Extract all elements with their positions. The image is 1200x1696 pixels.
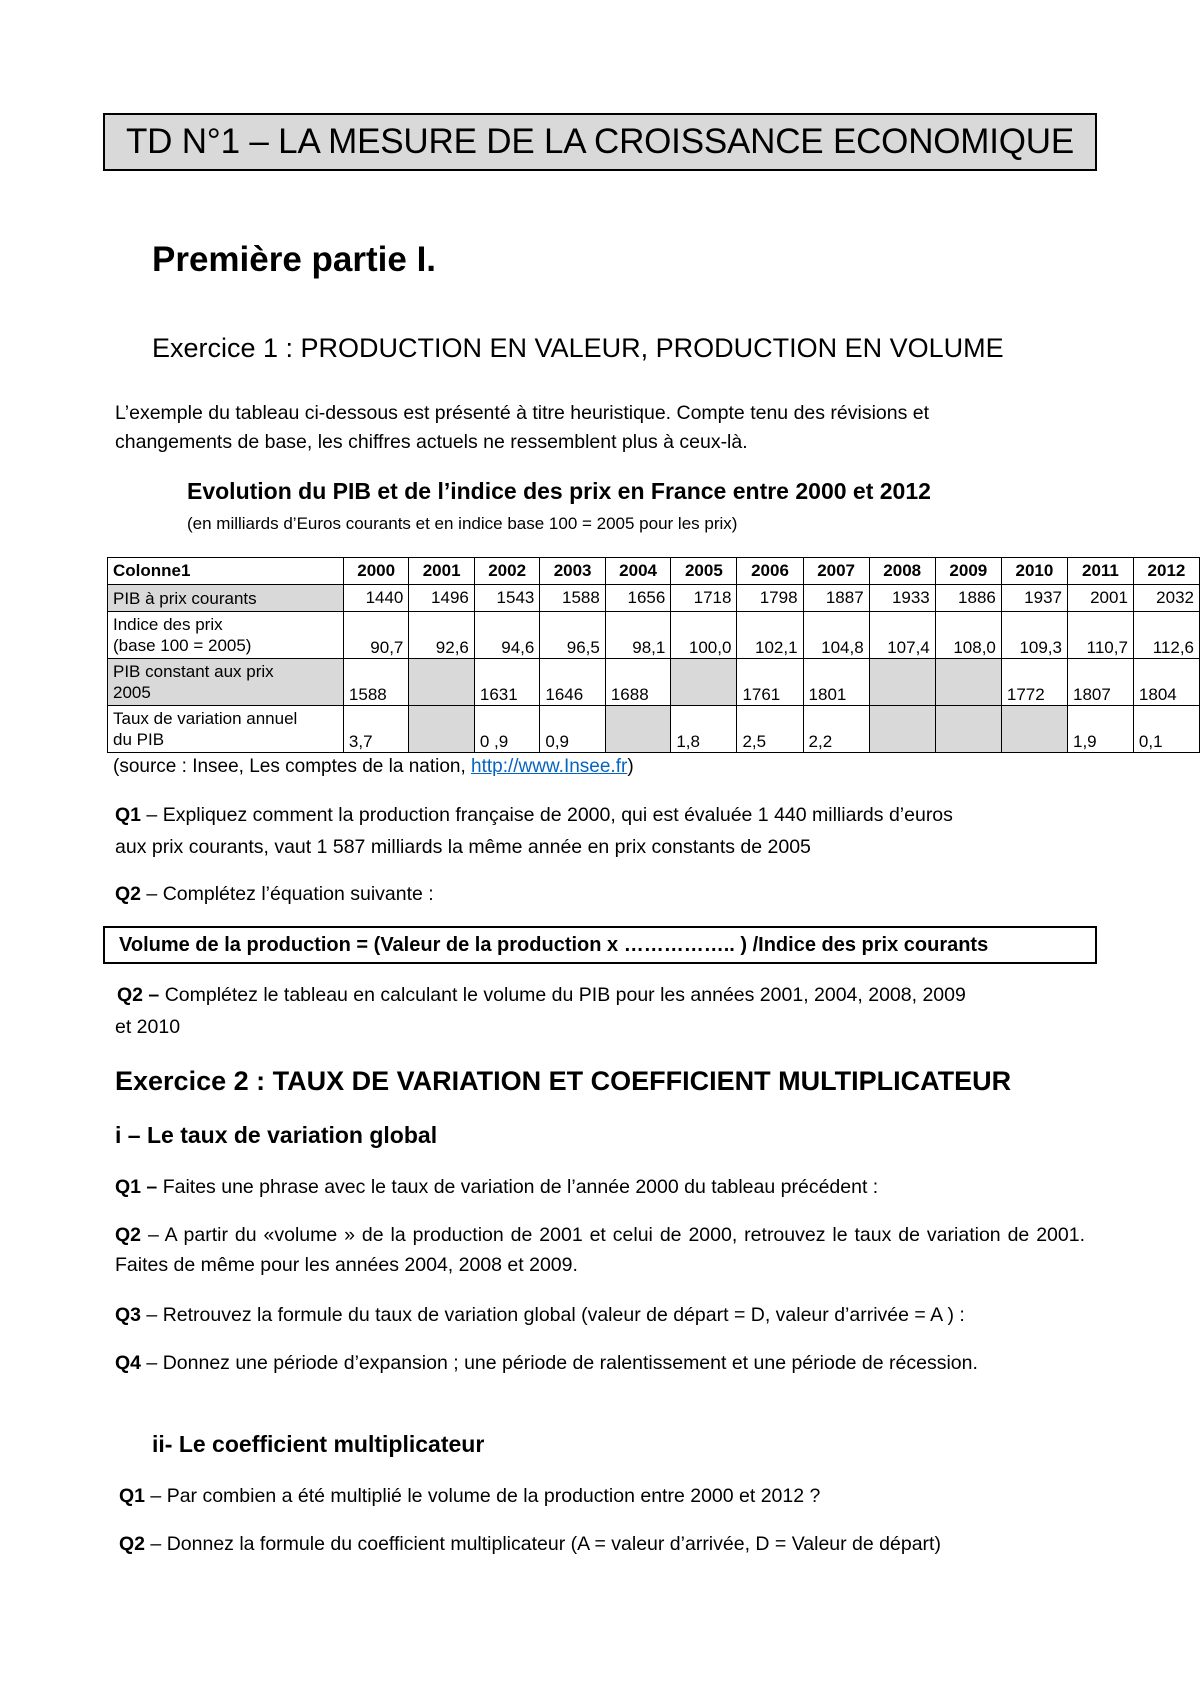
table-header-row (108, 558, 1200, 585)
table-title: Evolution du PIB et de l’indice des prix en France entre 2000 et 2012 (187, 478, 931, 504)
table-cell: 2032 (1133, 585, 1199, 612)
row-label-line: Taux de variation annuel (113, 709, 298, 728)
ex1-question-2b-cont: et 2010 (115, 1016, 181, 1038)
table-cell-blank (1001, 706, 1067, 753)
exercise1-heading: Exercice 1 : PRODUCTION EN VALEUR, PRODUCTION EN VOLUME (152, 333, 1004, 363)
table-cell: 0,1 (1133, 706, 1199, 753)
question-label: Q4 (115, 1352, 142, 1374)
table-cell: 107,4 (869, 612, 935, 659)
table-cell: 94,6 (474, 612, 539, 659)
table-cell: 1718 (671, 585, 737, 612)
coef-question-1 (119, 1481, 820, 1511)
table-cell: 1804 (1133, 659, 1199, 706)
question-text: Complétez le tableau en calculant le volume du PIB pour les années 2001, 2004, 2008, 2009 (159, 984, 966, 1006)
table-cell: 1807 (1067, 659, 1133, 706)
table-cell: 1646 (540, 659, 605, 706)
table-cell: 1772 (1001, 659, 1067, 706)
question-label: Q2 (115, 1224, 142, 1246)
ex2-question-3 (115, 1300, 965, 1330)
exercise2-heading: Exercice 2 : TAUX DE VARIATION ET COEFFICIENT MULTIPLICATEUR (115, 1066, 1012, 1096)
question-label: Q1 (119, 1485, 146, 1507)
table-cell: 1496 (409, 585, 474, 612)
table-cell: 1,9 (1067, 706, 1133, 753)
ex2-question-4 (115, 1348, 1085, 1378)
equation-box (103, 926, 1097, 964)
table-cell: 1761 (737, 659, 803, 706)
question-text: – Complétez l’équation suivante : (141, 883, 434, 905)
row-label (108, 659, 344, 706)
table-cell: 1543 (474, 585, 539, 612)
ex1-question-2b (117, 980, 966, 1010)
table-cell: 109,3 (1001, 612, 1067, 659)
source-suffix: ) (627, 756, 634, 777)
question-text: Faites une phrase avec le taux de variation de l’année 2000 du tableau précédent : (157, 1176, 879, 1198)
question-label: Q1 (115, 804, 142, 826)
table-cell: 92,6 (409, 612, 474, 659)
table-cell: 1886 (935, 585, 1001, 612)
table-cell: 1588 (343, 659, 408, 706)
table-cell: 1631 (474, 659, 539, 706)
question-label: Q1 – (115, 1176, 158, 1198)
table-cell: 1656 (605, 585, 670, 612)
row-label (108, 706, 344, 753)
table-cell-blank (605, 706, 670, 753)
table-cell-blank (671, 659, 737, 706)
table-header-year: 2005 (671, 558, 737, 585)
coef-question-2 (119, 1529, 941, 1559)
question-label: Q2 – (117, 984, 160, 1006)
intro-line-2: changements de base, les chiffres actuels ne ressemblent plus à ceux-là. (115, 431, 748, 453)
title-banner (103, 113, 1097, 171)
table-cell: 104,8 (803, 612, 869, 659)
table-cell: 96,5 (540, 612, 605, 659)
row-label: PIB à prix courants (108, 585, 344, 612)
insee-link[interactable]: http://www.Insee.fr (471, 756, 628, 777)
table-header-year: 2003 (540, 558, 605, 585)
table-source (113, 756, 634, 778)
intro-line-1: L’exemple du tableau ci-dessous est présenté à titre heuristique. Compte tenu des révisions et (115, 402, 930, 424)
table-cell: 1933 (869, 585, 935, 612)
table-header-year: 2011 (1067, 558, 1133, 585)
table-cell: 1887 (803, 585, 869, 612)
table-header-year: 2010 (1001, 558, 1067, 585)
subsection-i-heading: i – Le taux de variation global (115, 1122, 438, 1148)
part-heading: Première partie I. (152, 240, 437, 279)
question-text: – Retrouvez la formule du taux de variation global (valeur de départ = D, valeur d’arrivée = A ) : (141, 1304, 965, 1326)
table-cell: 100,0 (671, 612, 737, 659)
table-header-year: 2008 (869, 558, 935, 585)
table-cell: 1,8 (671, 706, 737, 753)
table-header-year: 2006 (737, 558, 803, 585)
table-header-year: 2012 (1133, 558, 1199, 585)
table-row-indice-prix (108, 612, 1200, 659)
table-header-year: 2007 (803, 558, 869, 585)
table-cell: 2,5 (737, 706, 803, 753)
table-cell-blank (935, 706, 1001, 753)
table-cell-blank (869, 706, 935, 753)
table-cell: 2001 (1067, 585, 1133, 612)
table-row-pib-constant (108, 659, 1200, 706)
table-cell-blank (409, 659, 474, 706)
table-cell: 90,7 (343, 612, 408, 659)
ex1-question-2a (115, 879, 434, 909)
table-row-taux-variation (108, 706, 1200, 753)
ex1-question-1 (115, 800, 953, 830)
gdp-table (107, 557, 1200, 753)
table-cell: 1798 (737, 585, 803, 612)
table-header-label: Colonne1 (108, 558, 344, 585)
question-text: – Expliquez comment la production française de 2000, qui est évaluée 1 440 milliards d’euros (141, 804, 953, 826)
table-cell-blank (409, 706, 474, 753)
question-text: – Donnez la formule du coefficient multiplicateur (A = valeur d’arrivée, D = Valeur de départ) (145, 1533, 941, 1555)
row-label-line: Indice des prix (113, 615, 223, 634)
table-cell: 1801 (803, 659, 869, 706)
table-cell: 110,7 (1067, 612, 1133, 659)
document-title: TD N°1 – LA MESURE DE LA CROISSANCE ECONOMIQUE (125, 122, 1075, 161)
table-cell: 1688 (605, 659, 670, 706)
question-text: – A partir du «volume » de la production de 2001 et celui de 2000, retrouvez le taux de variation de 2001. Faites de même pour les années 2004, 2008 et 2009. (115, 1224, 1085, 1276)
question-label: Q2 (115, 883, 142, 905)
question-text: – Par combien a été multiplié le volume de la production entre 2000 et 2012 ? (145, 1485, 821, 1507)
table-cell: 1937 (1001, 585, 1067, 612)
table-cell: 3,7 (343, 706, 408, 753)
table-header-year: 2002 (474, 558, 539, 585)
table-cell: 108,0 (935, 612, 1001, 659)
row-label-line: (base 100 = 2005) (113, 636, 252, 655)
table-row-pib-courants (108, 585, 1200, 612)
table-cell: 2,2 (803, 706, 869, 753)
table-header-year: 2001 (409, 558, 474, 585)
row-label-line: PIB constant aux prix (113, 662, 274, 681)
table-cell: 0 ,9 (474, 706, 539, 753)
question-label: Q2 (119, 1533, 146, 1555)
equation-text: Volume de la production = (Valeur de la production x …………….. ) /Indice des prix courants (119, 933, 989, 956)
table-cell-blank (935, 659, 1001, 706)
question-text: – Donnez une période d’expansion ; une période de ralentissement et une période de récession. (141, 1352, 978, 1374)
row-label-line: du PIB (113, 730, 165, 749)
table-cell: 1440 (343, 585, 408, 612)
table-cell: 0,9 (540, 706, 605, 753)
table-cell: 1588 (540, 585, 605, 612)
row-label-line: 2005 (113, 683, 151, 702)
ex2-question-1 (115, 1172, 878, 1202)
table-cell: 102,1 (737, 612, 803, 659)
subsection-ii-heading: ii- Le coefficient multiplicateur (152, 1431, 485, 1457)
table-cell: 98,1 (605, 612, 670, 659)
table-header-year: 2000 (343, 558, 408, 585)
table-cell: 112,6 (1133, 612, 1199, 659)
question-label: Q3 (115, 1304, 142, 1326)
table-header-year: 2009 (935, 558, 1001, 585)
row-label (108, 612, 344, 659)
table-cell-blank (869, 659, 935, 706)
ex1-question-1-cont: aux prix courants, vaut 1 587 milliards la même année en prix constants de 2005 (115, 836, 811, 858)
ex2-question-2 (115, 1220, 1085, 1280)
table-header-year: 2004 (605, 558, 670, 585)
source-prefix: (source : Insee, Les comptes de la nation, (113, 756, 472, 777)
table-subtitle: (en milliards d’Euros courants et en indice base 100 = 2005 pour les prix) (187, 514, 738, 533)
